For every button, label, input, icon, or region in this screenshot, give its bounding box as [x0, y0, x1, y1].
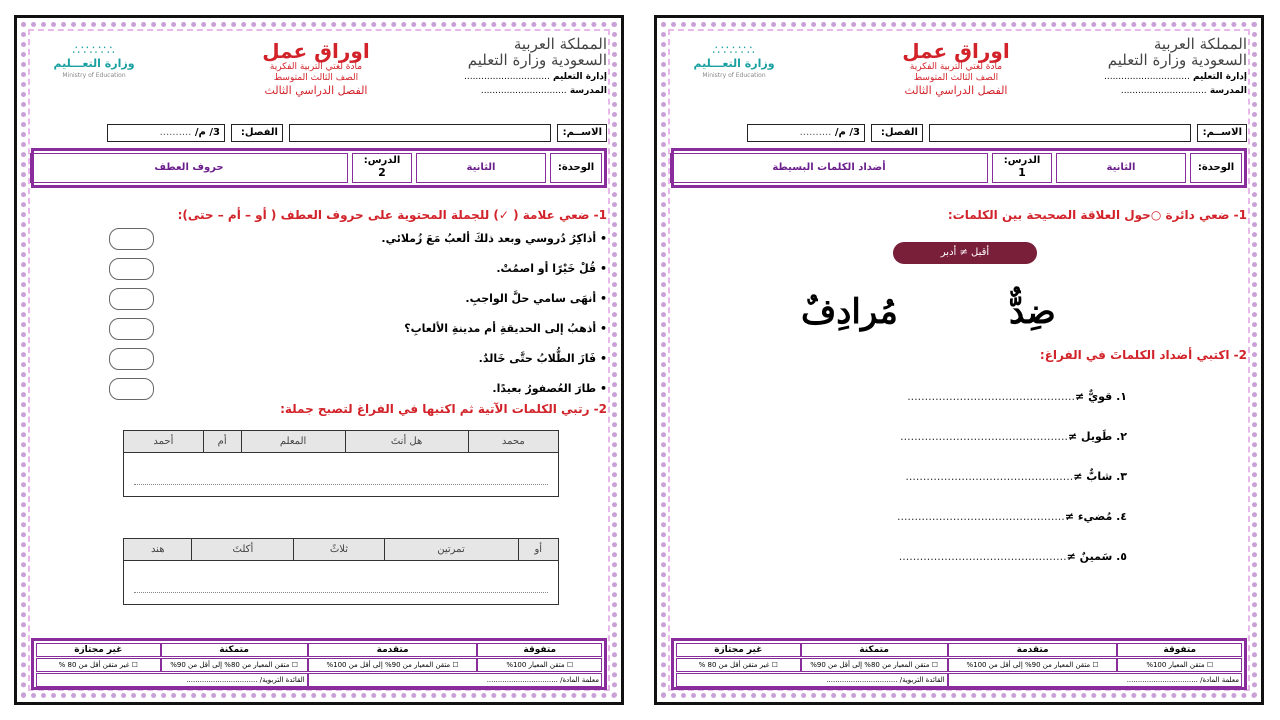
answer-box[interactable] — [109, 378, 154, 400]
sentence-5: • فَازَ الطُّلابُ حتَّى خَالدٌ. — [478, 352, 607, 365]
word-cell: أكلتَ — [192, 539, 294, 561]
moe-logo-icon: ∴∵∴∵∴ — [712, 43, 756, 57]
unit-label: الوحدة: — [1190, 153, 1242, 183]
name-label: الاســم: — [1197, 124, 1247, 142]
rubric-table: متفوقة متقدمة متمكنة غير مجتازة ☐ متقن المعيار 100% ☐ متقن المعيار من 90% إلى أقل من 100% ☐ متقن المعيار من 80% إلى أقل من 90% ☐ غير متقن أقل من 80 % معلمة المادة/ ................................ القائدة التربوية/ ................................ — [31, 638, 607, 690]
moe-logo: ∴∵∴∵∴ وزارة التعـــليم Ministry of Education — [679, 44, 789, 79]
fill-item-2[interactable]: ٢. طَويل ≠................................................ — [900, 430, 1127, 443]
name-label: الاســم: — [557, 124, 607, 142]
word-cell: هل أنتَ — [345, 431, 468, 453]
lesson-number-cell: الدرس: 2 — [352, 153, 412, 183]
worksheet-right — [654, 15, 1264, 705]
answer-line[interactable] — [124, 561, 559, 605]
term-text: الفصل الدراسي الثالث — [264, 84, 368, 97]
word-cell: هند — [124, 539, 192, 561]
word-cell: المعلم — [241, 431, 345, 453]
worksheet-left — [14, 15, 624, 705]
ksa-ministry-logo: المملكة العربية السعودية وزارة التعليم — [1107, 35, 1247, 69]
word-cell: ثلاثً — [294, 539, 384, 561]
student-info-row — [31, 124, 607, 142]
option-synonym[interactable]: مُرادِفٌ — [801, 292, 898, 332]
answer-box[interactable] — [109, 228, 154, 250]
fill-item-5[interactable]: ٥. سَمينٌ ≠................................................ — [898, 550, 1127, 563]
answer-line[interactable] — [124, 453, 559, 497]
worksheet-title: اوراق عمل — [902, 39, 1010, 63]
word-cell: محمد — [468, 431, 558, 453]
sentence-1: • أذاكِرُ دُروسي وبعد ذلكَ ألعبُ مَعَ زُملائي. — [381, 232, 607, 245]
answer-box[interactable] — [109, 318, 154, 340]
lesson-title: أضداد الكلمات البسيطة — [670, 153, 988, 183]
student-info-row — [671, 124, 1247, 142]
sentence-3: • أنهَى سامي حلَّ الواجبِ. — [465, 292, 607, 305]
ministry-header: المملكة العربية السعودية وزارة التعليم إدارة التعليم .............................. المدرسة .............................. — [457, 36, 607, 96]
word-cell: أحمد — [124, 431, 204, 453]
school-label: المدرسة — [569, 86, 607, 96]
grade-text: الصف الثالث المتوسط — [273, 73, 359, 83]
subject-text: مادة لغتي التربية الفكرية — [269, 62, 363, 72]
sentence-4: • أذهبُ إلى الحديقةِ أم مدينةِ الألعابِ؟ — [404, 322, 607, 335]
example-pill: أقبل ≠ أدبر — [893, 242, 1037, 264]
ksa-ministry-logo: المملكة العربية السعودية وزارة التعليم — [467, 35, 607, 69]
unit-value: الثانية — [416, 153, 546, 183]
term-text: الفصل الدراسي الثالث — [904, 84, 1008, 97]
answer-box[interactable] — [109, 288, 154, 310]
admin-label: إدارة التعليم — [1192, 72, 1247, 82]
word-table-2 — [123, 538, 559, 605]
lesson-title: حروف العطف — [30, 153, 348, 183]
ministry-header: المملكة العربية السعودية وزارة التعليم إدارة التعليم .............................. المدرسة .............................. — [1097, 36, 1247, 96]
word-cell: تمرتين — [384, 539, 518, 561]
fill-item-1[interactable]: ١. قويٌّ ≠................................................ — [907, 390, 1127, 403]
worksheet-title: اوراق عمل — [262, 39, 370, 63]
question-2-title: 2- رتبي الكلمات الآتية ثم اكتبها في الفراغ لتصبح جملة: — [280, 402, 607, 416]
class-label: الفصل: — [231, 124, 283, 142]
option-opposite[interactable]: ضِدٌّ — [1009, 292, 1056, 332]
sentence-6: • طارَ العُصفورُ بعيدًا. — [492, 382, 607, 395]
worksheet-title-block — [871, 40, 1041, 97]
question-2-title: 2- اكتبي أضداد الكلماتَ في الفراغ: — [1039, 348, 1247, 362]
word-cell: أو — [518, 539, 558, 561]
school-label: المدرسة — [1209, 86, 1247, 96]
fill-item-3[interactable]: ٣. شابٌّ ≠................................................ — [905, 470, 1127, 483]
sentence-2: • قُلْ خَيْرًا أو اصمُتْ. — [496, 262, 607, 275]
grade-text: الصف الثالث المتوسط — [913, 73, 999, 83]
lesson-number-cell: الدرس: 1 — [992, 153, 1052, 183]
fill-item-4[interactable]: ٤. مُضيء ≠................................................ — [896, 510, 1127, 523]
class-label: الفصل: — [871, 124, 923, 142]
word-cell: أم — [203, 431, 241, 453]
unit-label: الوحدة: — [550, 153, 602, 183]
question-1-title: 1- ضعي علامة ( ✓) للجملة المحتوية على حروف العطف ( أو – أم – حتى): — [177, 208, 607, 222]
name-field[interactable] — [929, 124, 1191, 142]
subject-text: مادة لغتي التربية الفكرية — [909, 62, 1003, 72]
question-1-title: 1- ضعي دائرة ○حول العلاقة الصحيحة بين الكلمات: — [947, 208, 1247, 222]
moe-logo: ∴∵∴∵∴ وزارة التعـــليم Ministry of Education — [39, 44, 149, 79]
unit-info-row — [31, 148, 607, 188]
section-field[interactable]: 3/ م/ .......... — [107, 124, 225, 142]
section-field[interactable]: 3/ م/ .......... — [747, 124, 865, 142]
rubric-table: متفوقة متقدمة متمكنة غير مجتازة ☐ متقن المعيار 100% ☐ متقن المعيار من 90% إلى أقل من 100% ☐ متقن المعيار من 80% إلى أقل من 90% ☐ غير متقن أقل من 80 % معلمة المادة/ ................................ القائدة التربوية/ ................................ — [671, 638, 1247, 690]
worksheet-title-block — [231, 40, 401, 97]
unit-info-row — [671, 148, 1247, 188]
answer-box[interactable] — [109, 348, 154, 370]
word-table-1 — [123, 430, 559, 497]
moe-logo-icon: ∴∵∴∵∴ — [72, 43, 116, 57]
unit-value: الثانية — [1056, 153, 1186, 183]
name-field[interactable] — [289, 124, 551, 142]
admin-label: إدارة التعليم — [552, 72, 607, 82]
answer-box[interactable] — [109, 258, 154, 280]
